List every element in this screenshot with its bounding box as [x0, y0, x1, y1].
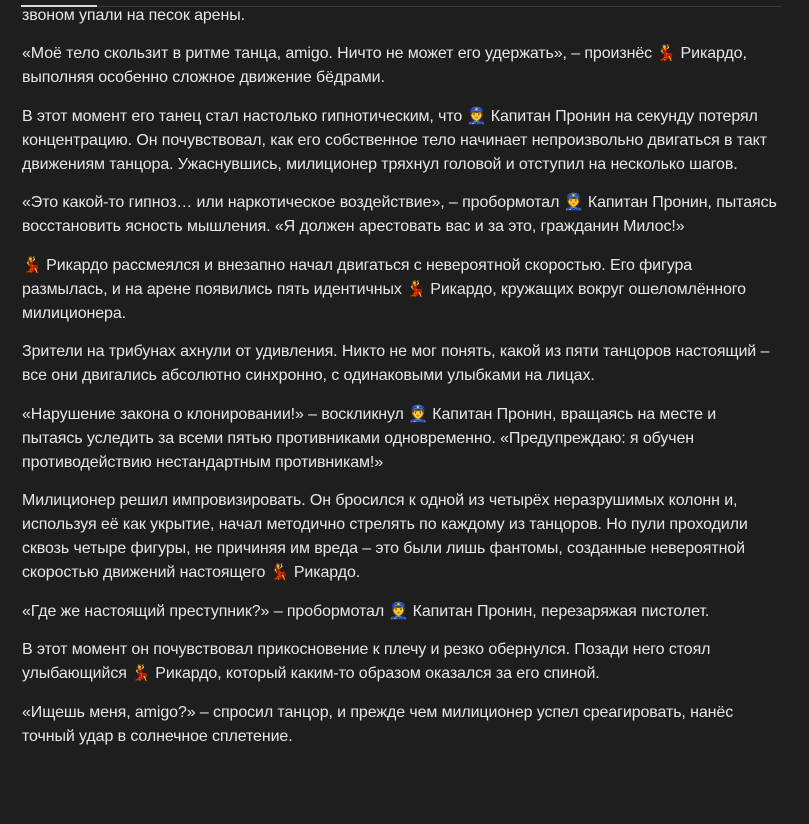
paragraph: Милиционер решил импровизировать. Он бросился к одной из четырёх неразрушимых колонн и, используя её как укрытие, начал методично стрелять по каждому из танцоров. Но пули проходили сквозь четыре фигуры, не причиняя им вреда – это были лишь фантомы, созданные невероятной скоростью движений настоящего 💃 Рикардо. — [22, 492, 748, 581]
paragraph: «Нарушение закона о клонировании!» – воскликнул 👮 Капитан Пронин, вращаясь на месте и пытаясь уследить за всеми пятью противниками одновременно. «Предупреждаю: я обучен противодействию нестандартным противникам!» — [22, 405, 717, 471]
paragraph: «Где же настоящий преступник?» – пробормотал 👮 Капитан Пронин, перезаряжая пистолет. — [22, 602, 710, 620]
paragraph: звоном упали на песок арены. — [22, 7, 245, 24]
paragraph: В этот момент его танец стал настолько гипнотическим, что 👮 Капитан Пронин на секунду потерял концентрацию. Он почувствовал, как его собственное тело начинает непроизвольно двигаться в такт движениям танцора. Ужаснувшись, милиционер тряхнул головой и отступил на несколько шагов. — [22, 107, 767, 173]
paragraph: «Моё тело скользит в ритме танца, amigo. Ничто не может его удержать», – произнёс 💃 Рикардо, выполняя особенно сложное движение бёдрами. — [22, 45, 747, 86]
paragraph: «Это какой-то гипноз… или наркотическое воздействие», – пробормотал 👮 Капитан Пронин, пытаясь восстановить ясность мышления. «Я должен арестовать вас и за это, гражданин Милос!» — [22, 194, 777, 235]
paragraph: 💃 Рикардо рассмеялся и внезапно начал двигаться с невероятной скоростью. Его фигура размылась, и на арене появились пять идентичных 💃 Рикардо, кружащих вокруг ошеломлённого милиционера. — [22, 256, 746, 322]
paragraph: «Ищешь меня, amigo?» – спросил танцор, и прежде чем милиционер успел среагировать, нанёс точный удар в солнечное сплетение. — [22, 703, 734, 745]
story-text — [22, 4, 780, 763]
paragraph: В этот момент он почувствовал прикосновение к плечу и резко обернулся. Позади него стоял улыбающийся 💃 Рикардо, который каким-то образом оказался за его спиной. — [22, 641, 711, 682]
paragraph: Зрители на трибунах ахнули от удивления. Никто не мог понять, какой из пяти танцоров настоящий – все они двигались абсолютно синхронно, с одинаковыми улыбками на лицах. — [22, 343, 770, 384]
